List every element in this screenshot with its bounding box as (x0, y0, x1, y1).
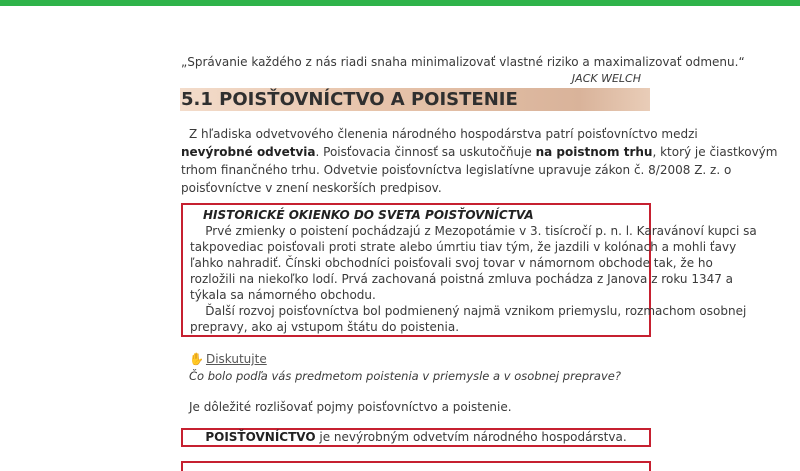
history-line: týkala sa námorného obchodu. (190, 288, 376, 302)
history-box-text (190, 223, 757, 335)
history-line: Prvé zmienky o poistení pochádzajú z Mezopotámie v 3. tisícročí p. n. l. Karavánoví kupci sa (190, 224, 757, 238)
intro-line-1: Z hľadiska odvetvového členenia národného hospodárstva patrí poisťovníctvo medzi (189, 127, 698, 141)
section-heading: 5.1 POISŤOVNÍCTVO A POISTENIE (180, 88, 650, 111)
discuss-link[interactable]: Diskutujte (205, 352, 267, 366)
intro-line-3: trhom finančného trhu. Odvetvie poisťovníctva legislatívne upravuje zákon č. 8/2008 Z. z. o (181, 163, 732, 177)
definition-term: POISŤOVNÍCTVO (205, 430, 316, 444)
history-line: prepravy, ako aj vstupom štátu do poistenia. (190, 320, 460, 334)
top-accent-bar (0, 0, 800, 6)
intro-line-4: poisťovníctve v znení neskorších predpisov. (181, 181, 442, 195)
intro-bold-term-2: na poistnom trhu (535, 145, 653, 159)
history-box-title: HISTORICKÉ OKIENKO DO SVETA POISŤOVNÍCTVA (203, 208, 534, 222)
discuss-question: Čo bolo podľa vás predmetom poistenia v priemysle a v osobnej preprave? (189, 369, 621, 383)
intro-line-2-text: . Poisťovacia činnosť sa uskutočňuje (315, 145, 536, 159)
history-line: ľahko nahradiť. Čínski obchodníci poisťovali svoj tovar v námornom obchode tak, že ho (190, 256, 713, 270)
intro-line-2-end: , ktorý je čiastkovým (652, 145, 778, 159)
history-line: Ďalší rozvoj poisťovníctva bol podmienený najmä vznikom priemyslu, rozmachom osobnej (190, 304, 747, 318)
history-box (181, 203, 757, 337)
history-line: rozložili na niekoľko lodí. Prvá zachovaná poistná zmluva pochádza z Janova z roku 1347 a (190, 272, 734, 286)
intro-bold-term-1: nevýrobné odvetvia (181, 145, 316, 159)
intro-paragraph (181, 125, 778, 197)
definition-box (181, 428, 651, 447)
definition-text: je nevýrobným odvetvím národného hospodárstva. (315, 430, 627, 444)
discuss-prompt (189, 352, 267, 366)
history-line: takpovediac poisťovali proti strate alebo úmrtiu tiav tým, že jazdili v kolónach a mohli ťavy (190, 240, 737, 254)
raised-hand-icon: ✋ (189, 352, 204, 366)
intro-line-2 (181, 143, 778, 161)
next-box-edge (181, 461, 651, 471)
distinction-note: Je dôležité rozlišovať pojmy poisťovníctvo a poistenie. (189, 400, 512, 414)
epigraph-quote: „Správanie každého z nás riadi snaha minimalizovať vlastné riziko a maximalizovať odmenu.“ (181, 55, 745, 69)
epigraph-author: JACK WELCH (571, 72, 641, 85)
